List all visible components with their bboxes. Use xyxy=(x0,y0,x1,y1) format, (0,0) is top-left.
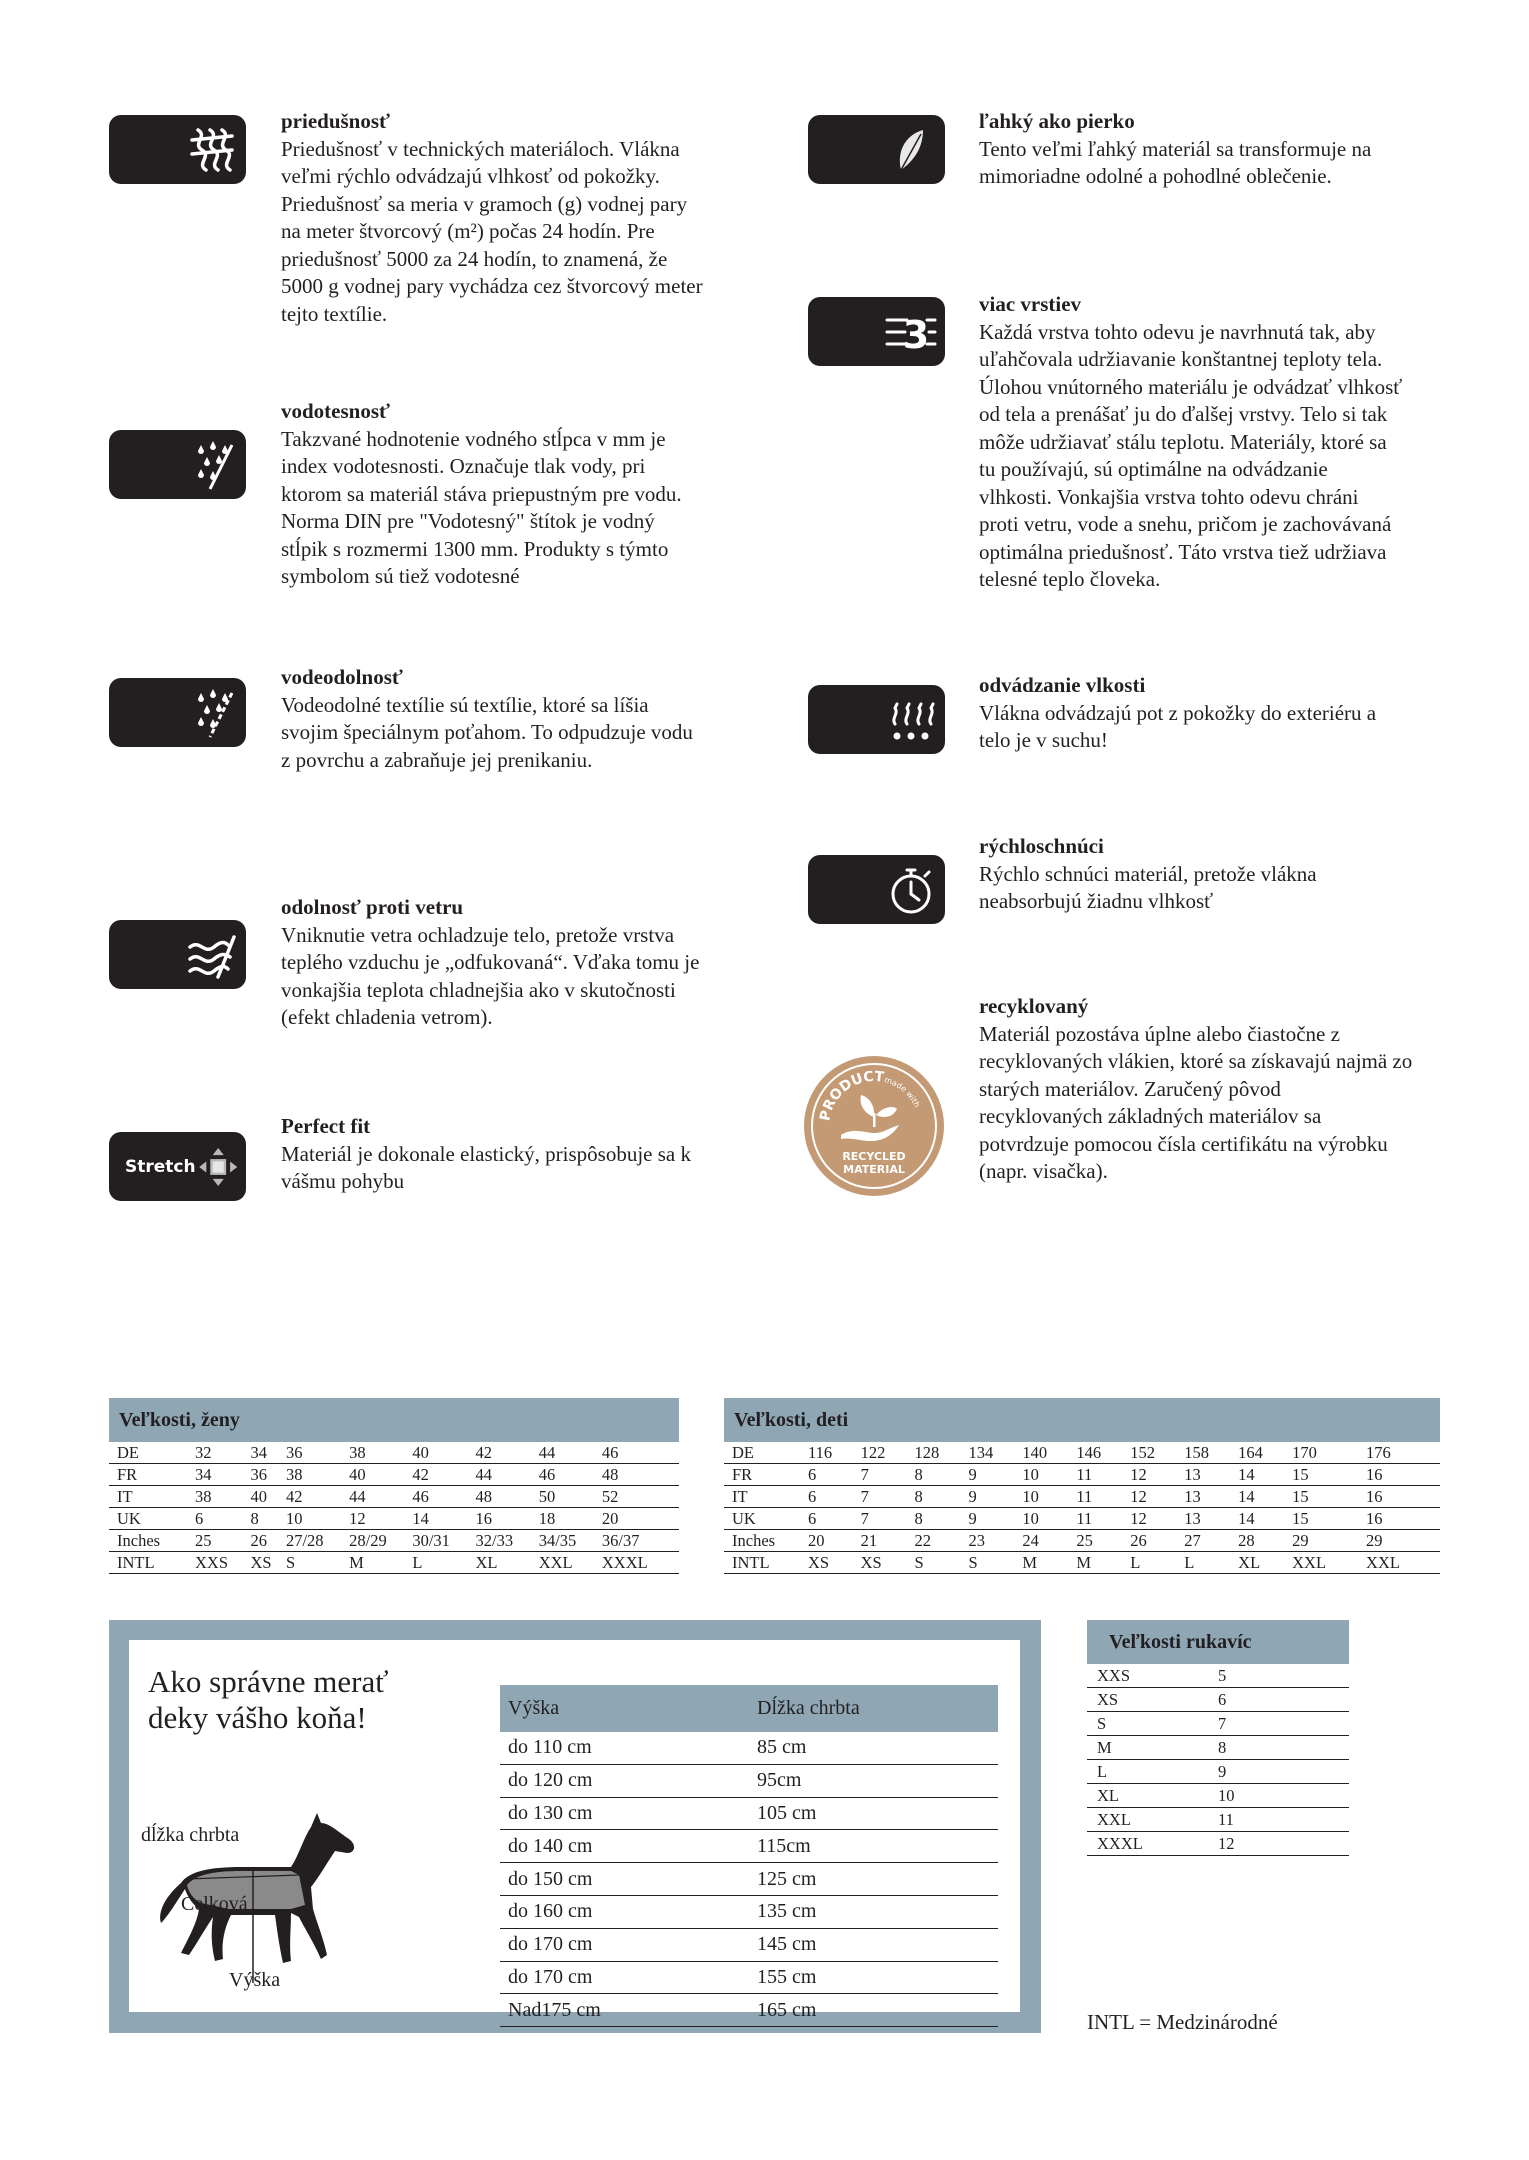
feature-line: priedušnosť 5000 za 24 hodín, to znamená, že xyxy=(281,246,668,271)
feature-line: symbolom sú tiež vodotesné xyxy=(281,564,520,588)
table-cell: L xyxy=(1130,1552,1184,1574)
glove-row xyxy=(1087,1760,1349,1784)
table-cell: 11 xyxy=(1076,1464,1130,1486)
row-label: do 140 cm xyxy=(500,1830,749,1863)
table-cell: 8 xyxy=(251,1508,286,1530)
feature-line: Vniknutie vetra ochladzuje telo, pretože vrstva xyxy=(281,922,675,947)
feature-title: ľahký ako pierko xyxy=(979,109,1135,133)
table-cell: S xyxy=(968,1552,1022,1574)
feature-title: viac vrstiev xyxy=(979,292,1082,316)
size-row xyxy=(109,1530,679,1552)
table-cell: 40 xyxy=(251,1486,286,1508)
feature-line: od tela a prenášať ju do ďalšej vrstvy. Telo si tak xyxy=(979,402,1388,426)
table-cell: S xyxy=(915,1552,969,1574)
table-cell: 164 xyxy=(1238,1442,1292,1464)
table-cell: 6 xyxy=(808,1486,861,1508)
table-cell: 26 xyxy=(1130,1530,1184,1552)
table-cell: 6 xyxy=(808,1464,861,1486)
column-header-back-length: Dĺžka chrbta xyxy=(749,1685,998,1732)
table-cell: 7 xyxy=(861,1486,915,1508)
table-cell: 16 xyxy=(1366,1464,1440,1486)
table-cell: 27/28 xyxy=(286,1530,349,1552)
women-size-table xyxy=(109,1398,679,1574)
feature-line: Rýchlo schnúci materiál, pretože vlákna xyxy=(979,861,1317,886)
row-label: XXXL xyxy=(1087,1832,1208,1856)
row-label: UK xyxy=(724,1508,808,1530)
table-cell: 28/29 xyxy=(349,1530,412,1552)
feature-title: Perfect fit xyxy=(281,1114,371,1138)
table-cell: 40 xyxy=(349,1464,412,1486)
table-cell: 16 xyxy=(1366,1508,1440,1530)
table-cell: 48 xyxy=(602,1464,679,1486)
table-cell: 36 xyxy=(251,1464,286,1486)
table-cell: 29 xyxy=(1366,1530,1440,1552)
glove-row xyxy=(1087,1664,1349,1688)
glove-row xyxy=(1087,1736,1349,1760)
feature-line: stĺpik s rozmermi 1300 mm. Produkty s týmto xyxy=(281,536,669,561)
table-cell: S xyxy=(286,1552,349,1574)
stopwatch-icon xyxy=(808,855,945,924)
table-cell: 145 cm xyxy=(749,1928,998,1961)
table-cell: 9 xyxy=(968,1486,1022,1508)
table-cell: 27 xyxy=(1184,1530,1238,1552)
blanket-row xyxy=(500,1928,998,1961)
table-cell: 15 xyxy=(1292,1486,1366,1508)
table-cell: L xyxy=(412,1552,475,1574)
table-cell: 128 xyxy=(915,1442,969,1464)
table-cell: 10 xyxy=(1208,1784,1349,1808)
table-cell: 10 xyxy=(1022,1486,1076,1508)
table-cell: 40 xyxy=(412,1442,475,1464)
row-label: XXL xyxy=(1087,1808,1208,1832)
size-row xyxy=(724,1486,1440,1508)
table-cell: 44 xyxy=(476,1464,539,1486)
feature-line: Priedušnosť v technických materiáloch. Vlákna xyxy=(281,136,680,161)
glove-size-table xyxy=(1087,1620,1349,1856)
feature-title: rýchloschnúci xyxy=(979,834,1104,858)
table-cell: 11 xyxy=(1076,1508,1130,1530)
feature-line: (efekt chladenia vetrom). xyxy=(281,1005,493,1029)
table-cell: XL xyxy=(1238,1552,1292,1574)
row-label: Inches xyxy=(109,1530,195,1552)
feature-line: na meter štvorcový (m²) počas 24 hodín. Pre xyxy=(281,219,655,243)
horse-diagram xyxy=(141,1805,371,1995)
row-label: XL xyxy=(1087,1784,1208,1808)
table-cell: 8 xyxy=(915,1486,969,1508)
feature-line: potvrdzuje pomocou čísla certifikátu na výrobku xyxy=(979,1131,1388,1156)
table-cell: 105 cm xyxy=(749,1797,998,1830)
table-cell: 48 xyxy=(476,1486,539,1508)
row-label: S xyxy=(1087,1712,1208,1736)
row-label: do 150 cm xyxy=(500,1863,749,1896)
table-cell: 8 xyxy=(915,1464,969,1486)
feature-line: Úlohou vnútorného materiálu je odvádzať vlhkosť xyxy=(979,374,1403,399)
table-cell: 42 xyxy=(286,1486,349,1508)
table-cell: M xyxy=(1022,1552,1076,1574)
table-cell: XXL xyxy=(539,1552,602,1574)
table-cell: 134 xyxy=(968,1442,1022,1464)
table-cell: XXL xyxy=(1292,1552,1366,1574)
feature-line: Vodeodolné textílie sú textílie, ktoré sa líšia xyxy=(281,692,649,717)
table-cell: 52 xyxy=(602,1486,679,1508)
table-cell: L xyxy=(1184,1552,1238,1574)
glove-row xyxy=(1087,1808,1349,1832)
glove-size-title: Veľkosti rukavíc xyxy=(1087,1620,1349,1664)
row-label: XXS xyxy=(1087,1664,1208,1688)
intl-footnote: INTL = Medzinárodné xyxy=(1087,2010,1278,2034)
size-row xyxy=(109,1486,679,1508)
table-cell: 26 xyxy=(251,1530,286,1552)
windproof-icon xyxy=(109,920,246,989)
table-cell: 7 xyxy=(1208,1712,1349,1736)
table-cell: 14 xyxy=(1238,1464,1292,1486)
row-label: FR xyxy=(724,1464,808,1486)
size-row xyxy=(724,1442,1440,1464)
stretch-icon xyxy=(109,1132,246,1201)
row-label: L xyxy=(1087,1760,1208,1784)
horse-label-height: Výška xyxy=(229,1969,281,1991)
feature-title: priedušnosť xyxy=(281,109,390,133)
row-label: FR xyxy=(109,1464,195,1486)
table-cell: 34 xyxy=(195,1464,251,1486)
table-cell: 24 xyxy=(1022,1530,1076,1552)
feature-line: recyklovaných vlákien, ktoré sa získavajú najmä zo xyxy=(979,1049,1413,1073)
table-cell: 85 cm xyxy=(749,1732,998,1764)
table-cell: XS xyxy=(861,1552,915,1574)
seal-text-top: PRODUCT xyxy=(817,1068,885,1123)
feature-title: recyklovaný xyxy=(979,994,1089,1018)
table-cell: 46 xyxy=(602,1442,679,1464)
table-cell: 158 xyxy=(1184,1442,1238,1464)
feature-line: Materiál je dokonale elastický, prispôsobuje sa k xyxy=(281,1141,691,1166)
kids-size-title: Veľkosti, deti xyxy=(724,1398,1440,1442)
feature-line: (napr. visačka). xyxy=(979,1159,1108,1183)
table-cell: XS xyxy=(808,1552,861,1574)
table-cell: 23 xyxy=(968,1530,1022,1552)
table-cell: 46 xyxy=(412,1486,475,1508)
table-cell: 11 xyxy=(1208,1808,1349,1832)
row-label: DE xyxy=(724,1442,808,1464)
row-label: do 110 cm xyxy=(500,1732,749,1764)
kids-size-table xyxy=(724,1398,1440,1574)
feature-line: Materiál pozostáva úplne alebo čiastočne z xyxy=(979,1021,1340,1046)
blanket-size-table xyxy=(500,1685,998,2027)
table-cell: 44 xyxy=(349,1486,412,1508)
feature-line: Každá vrstva tohto odevu je navrhnutá tak, aby xyxy=(979,319,1376,344)
table-cell: 7 xyxy=(861,1508,915,1530)
feature-line: telesné teplo človeka. xyxy=(979,567,1161,591)
feature-title: vodeodolnosť xyxy=(281,665,403,689)
table-cell: 29 xyxy=(1292,1530,1366,1552)
table-cell: 146 xyxy=(1076,1442,1130,1464)
table-cell: 125 cm xyxy=(749,1863,998,1896)
table-cell: 14 xyxy=(1238,1486,1292,1508)
row-label: do 130 cm xyxy=(500,1797,749,1830)
size-row xyxy=(109,1442,679,1464)
row-label: do 160 cm xyxy=(500,1895,749,1928)
table-cell: 25 xyxy=(1076,1530,1130,1552)
size-row xyxy=(724,1530,1440,1552)
row-label: IT xyxy=(109,1486,195,1508)
size-row xyxy=(724,1508,1440,1530)
blanket-row xyxy=(500,1797,998,1830)
table-cell: 15 xyxy=(1292,1508,1366,1530)
table-cell: 165 cm xyxy=(749,1994,998,2027)
seal-text-recycled: RECYCLED xyxy=(842,1150,906,1163)
size-row xyxy=(724,1464,1440,1486)
table-cell: 12 xyxy=(1208,1832,1349,1856)
glove-row xyxy=(1087,1688,1349,1712)
seal-text-material: MATERIAL xyxy=(843,1163,905,1176)
table-cell: 10 xyxy=(1022,1464,1076,1486)
row-label: IT xyxy=(724,1486,808,1508)
row-label: INTL xyxy=(724,1552,808,1574)
feature-line: Priedušnosť sa meria v gramoch (g) vodnej pary xyxy=(281,191,688,216)
table-cell: 12 xyxy=(1130,1486,1184,1508)
glove-row xyxy=(1087,1832,1349,1856)
table-cell: 10 xyxy=(1022,1508,1076,1530)
water-repellent-icon xyxy=(109,678,246,747)
table-cell: 11 xyxy=(1076,1486,1130,1508)
table-cell: 15 xyxy=(1292,1464,1366,1486)
blanket-row xyxy=(500,1732,998,1764)
table-cell: 36/37 xyxy=(602,1530,679,1552)
feature-line: 5000 g vodnej pary vychádza cez štvorcový meter xyxy=(281,274,703,298)
column-header-height: Výška xyxy=(500,1685,749,1732)
feature-line: Norma DIN pre "Vodotesný" štítok je vodný xyxy=(281,509,655,533)
feather-icon xyxy=(808,115,945,184)
row-label: INTL xyxy=(109,1552,195,1574)
row-label: DE xyxy=(109,1442,195,1464)
table-cell: 25 xyxy=(195,1530,251,1552)
table-cell: 152 xyxy=(1130,1442,1184,1464)
table-cell: 36 xyxy=(286,1442,349,1464)
table-cell: 22 xyxy=(915,1530,969,1552)
table-cell: 10 xyxy=(286,1508,349,1530)
feature-line: vášmu pohybu xyxy=(281,1169,405,1193)
table-cell: 95cm xyxy=(749,1764,998,1797)
table-cell: 122 xyxy=(861,1442,915,1464)
feature-line: neabsorbujú žiadnu vlhkosť xyxy=(979,889,1214,913)
table-cell: 140 xyxy=(1022,1442,1076,1464)
blanket-row xyxy=(500,1994,998,2027)
size-row xyxy=(109,1464,679,1486)
feature-line: Takzvané hodnotenie vodného stĺpca v mm je xyxy=(281,426,666,451)
table-cell: 42 xyxy=(476,1442,539,1464)
table-cell: 6 xyxy=(195,1508,251,1530)
table-cell: 38 xyxy=(195,1486,251,1508)
table-cell: M xyxy=(1076,1552,1130,1574)
feature-line: Vlákna odvádzajú pot z pokožky do exteriéru a xyxy=(979,700,1377,725)
row-label: Inches xyxy=(724,1530,808,1552)
table-cell: XS xyxy=(251,1552,286,1574)
blanket-row xyxy=(500,1830,998,1863)
feature-line: môže udržiavať stálu teplotu. Materiály, ktoré sa xyxy=(979,429,1387,454)
table-cell: 9 xyxy=(968,1464,1022,1486)
row-label: do 120 cm xyxy=(500,1764,749,1797)
feature-line: tu používajú, sú optimálne na odvádzanie xyxy=(979,457,1328,481)
row-label: UK xyxy=(109,1508,195,1530)
table-cell: 12 xyxy=(1130,1464,1184,1486)
table-cell: 16 xyxy=(476,1508,539,1530)
table-cell: 5 xyxy=(1208,1664,1349,1688)
feature-line: starých materiálov. Zaručený pôvod xyxy=(979,1076,1281,1101)
table-cell: 20 xyxy=(602,1508,679,1530)
table-cell: XXS xyxy=(195,1552,251,1574)
table-cell: 21 xyxy=(861,1530,915,1552)
table-cell: 16 xyxy=(1366,1486,1440,1508)
size-row xyxy=(109,1508,679,1530)
row-label: XS xyxy=(1087,1688,1208,1712)
table-cell: 6 xyxy=(808,1508,861,1530)
table-cell: M xyxy=(349,1552,412,1574)
row-label: M xyxy=(1087,1736,1208,1760)
feature-line: veľmi rýchlo odvádzajú vlhkosť od pokožky. xyxy=(281,164,660,188)
moisture-wicking-icon xyxy=(808,685,945,754)
table-cell: 38 xyxy=(349,1442,412,1464)
horse-label-total: Celková xyxy=(181,1893,248,1915)
feature-line: vlhkosti. Vonkajšia vrstva tohto odevu chráni xyxy=(979,484,1359,509)
waterproof-icon xyxy=(109,430,246,499)
glove-row xyxy=(1087,1784,1349,1808)
horse-label-back-length: dĺžka chrbta xyxy=(141,1824,240,1846)
feature-title: odolnosť proti vetru xyxy=(281,895,464,919)
table-cell: 38 xyxy=(286,1464,349,1486)
feature-line: z povrchu a zabraňuje jej prenikaniu. xyxy=(281,747,593,772)
feature-line: ktorom sa materiál stáva priepustným pre vodu. xyxy=(281,481,682,506)
table-cell: 12 xyxy=(349,1508,412,1530)
table-cell: 13 xyxy=(1184,1486,1238,1508)
table-cell: 115cm xyxy=(749,1830,998,1863)
table-cell: 32 xyxy=(195,1442,251,1464)
glove-row xyxy=(1087,1712,1349,1736)
table-cell: 155 cm xyxy=(749,1961,998,1994)
blanket-row xyxy=(500,1895,998,1928)
size-row xyxy=(109,1552,679,1574)
feature-line: proti vetru, vode a snehu, pričom je zachovávaná xyxy=(979,512,1392,536)
recycled-material-icon xyxy=(803,1055,945,1197)
table-cell: 135 cm xyxy=(749,1895,998,1928)
table-cell: 8 xyxy=(915,1508,969,1530)
row-label: do 170 cm xyxy=(500,1961,749,1994)
table-cell: 8 xyxy=(1208,1736,1349,1760)
table-cell: 12 xyxy=(1130,1508,1184,1530)
table-cell: XL xyxy=(476,1552,539,1574)
feature-line: index vodotesnosti. Označuje tlak vody, pri xyxy=(281,454,646,478)
horse-measure-panel xyxy=(109,1620,1041,2033)
feature-line: tejto textílie. xyxy=(281,301,388,326)
table-cell: 42 xyxy=(412,1464,475,1486)
feature-line: telo je v suchu! xyxy=(979,728,1108,752)
table-cell: 6 xyxy=(1208,1688,1349,1712)
table-cell: 13 xyxy=(1184,1464,1238,1486)
size-row xyxy=(724,1552,1440,1574)
table-cell: 14 xyxy=(412,1508,475,1530)
stretch-label: Stretch xyxy=(125,1156,196,1177)
blanket-row xyxy=(500,1961,998,1994)
layers-icon xyxy=(808,297,945,366)
table-cell: 34/35 xyxy=(539,1530,602,1552)
feature-line: svojim špeciálnym poťahom. To odpudzuje vodu xyxy=(281,720,693,744)
feature-line: mimoriadne odolné a pohodlné oblečenie. xyxy=(979,164,1332,188)
table-cell: 176 xyxy=(1366,1442,1440,1464)
horse-measure-title: Ako správne merať deky vášho koňa! xyxy=(148,1664,389,1735)
table-cell: XXXL xyxy=(602,1552,679,1574)
table-cell: 9 xyxy=(968,1508,1022,1530)
table-cell: 14 xyxy=(1238,1508,1292,1530)
table-cell: 50 xyxy=(539,1486,602,1508)
table-cell: 30/31 xyxy=(412,1530,475,1552)
seal-text-small: made with xyxy=(883,1075,922,1109)
feature-title: vodotesnosť xyxy=(281,399,390,423)
blanket-row xyxy=(500,1764,998,1797)
feature-title: odvádzanie vlkosti xyxy=(979,673,1146,697)
table-cell: 28 xyxy=(1238,1530,1292,1552)
svg-text:3: 3 xyxy=(902,312,930,357)
table-cell: XXL xyxy=(1366,1552,1440,1574)
table-cell: 7 xyxy=(861,1464,915,1486)
feature-line: teplého vzduchu je „odfukovaná“. Vďaka tomu je xyxy=(281,950,700,974)
table-cell: 13 xyxy=(1184,1508,1238,1530)
feature-line: optimálna priedušnosť. Táto vrstva tiež udržiava xyxy=(979,539,1387,564)
blanket-row xyxy=(500,1863,998,1896)
row-label: Nad175 cm xyxy=(500,1994,749,2027)
row-label: do 170 cm xyxy=(500,1928,749,1961)
feature-line: recyklovaných základných materiálov sa xyxy=(979,1104,1322,1128)
table-cell: 116 xyxy=(808,1442,861,1464)
table-cell: 34 xyxy=(251,1442,286,1464)
table-cell: 170 xyxy=(1292,1442,1366,1464)
women-size-title: Veľkosti, ženy xyxy=(109,1398,679,1442)
table-cell: 46 xyxy=(539,1464,602,1486)
table-cell: 20 xyxy=(808,1530,861,1552)
table-cell: 18 xyxy=(539,1508,602,1530)
table-cell: 44 xyxy=(539,1442,602,1464)
table-cell: 32/33 xyxy=(476,1530,539,1552)
table-cell: 9 xyxy=(1208,1760,1349,1784)
feature-line: vonkajšia teplota chladnejšia ako v skutočnosti xyxy=(281,977,676,1002)
feature-line: uľahčovala udržiavanie konštantnej teploty tela. xyxy=(979,347,1383,371)
breathability-icon xyxy=(109,115,246,184)
feature-line: Tento veľmi ľahký materiál sa transformuje na xyxy=(979,136,1372,161)
